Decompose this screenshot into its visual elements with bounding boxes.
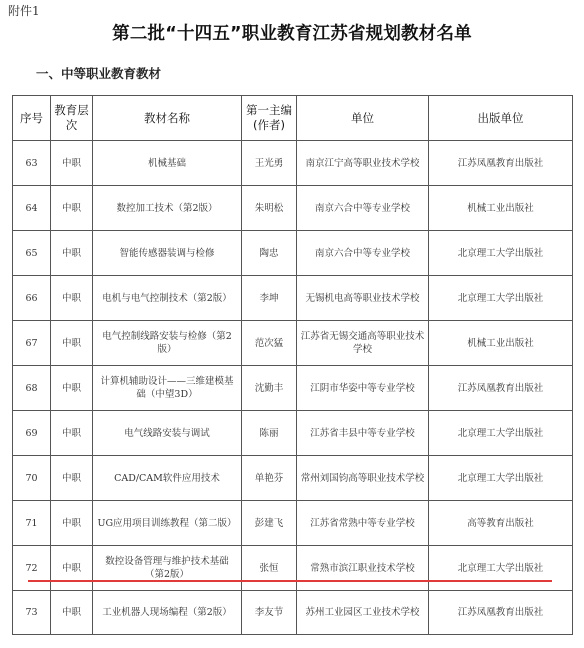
table-row [13, 276, 573, 321]
cell-publisher: 北京理工大学出版社 [429, 276, 573, 321]
cell-seq: 64 [13, 186, 51, 231]
table-row [13, 366, 573, 411]
cell-editor: 朱明松 [242, 186, 297, 231]
cell-publisher: 北京理工大学出版社 [429, 231, 573, 276]
cell-unit: 江阴市华姿中等专业学校 [297, 366, 429, 411]
cell-unit: 苏州工业园区工业技术学校 [297, 591, 429, 635]
cell-publisher: 江苏凤凰教育出版社 [429, 366, 573, 411]
cell-unit: 江苏省无锡交通高等职业技术学校 [297, 321, 429, 366]
table-row [13, 456, 573, 501]
cell-unit: 江苏省常熟中等专业学校 [297, 501, 429, 546]
cell-level: 中职 [51, 276, 93, 321]
table-header-row [13, 96, 573, 141]
table-row [13, 501, 573, 546]
cell-seq: 63 [13, 141, 51, 186]
cell-editor: 王光勇 [242, 141, 297, 186]
cell-level: 中职 [51, 501, 93, 546]
cell-name: 工业机器人现场编程（第2版） [93, 591, 242, 635]
table-row [13, 186, 573, 231]
cell-editor: 彭建飞 [242, 501, 297, 546]
cell-unit: 常州刘国钧高等职业技术学校 [297, 456, 429, 501]
cell-editor: 陈丽 [242, 411, 297, 456]
cell-publisher: 江苏凤凰教育出版社 [429, 591, 573, 635]
cell-unit: 无锡机电高等职业技术学校 [297, 276, 429, 321]
cell-name: 数控设备管理与维护技术基础（第2版） [93, 546, 242, 591]
cell-unit: 南京六合中等专业学校 [297, 231, 429, 276]
cell-level: 中职 [51, 546, 93, 591]
header-name: 教材名称 [93, 96, 242, 141]
cell-unit: 常熟市滨江职业技术学校 [297, 546, 429, 591]
cell-name: 电气线路安装与调试 [93, 411, 242, 456]
cell-level: 中职 [51, 456, 93, 501]
cell-name: 电机与电气控制技术（第2版） [93, 276, 242, 321]
document-title: 第二批“十四五”职业教育江苏省规划教材名单 [112, 24, 472, 44]
cell-name: 机械基础 [93, 141, 242, 186]
cell-unit: 南京六合中等专业学校 [297, 186, 429, 231]
cell-name: CAD/CAM软件应用技术 [93, 456, 242, 501]
cell-editor: 陶忠 [242, 231, 297, 276]
cell-seq: 73 [13, 591, 51, 635]
red-underline-highlight [28, 580, 552, 582]
table-row [13, 141, 573, 186]
header-level: 教育层次 [51, 96, 93, 141]
cell-unit: 江苏省丰县中等专业学校 [297, 411, 429, 456]
cell-publisher: 北京理工大学出版社 [429, 546, 573, 591]
table-row [13, 591, 573, 635]
cell-name: 智能传感器装调与检修 [93, 231, 242, 276]
attachment-label: 附件1 [8, 4, 40, 18]
cell-seq: 65 [13, 231, 51, 276]
cell-publisher: 北京理工大学出版社 [429, 411, 573, 456]
cell-seq: 66 [13, 276, 51, 321]
cell-level: 中职 [51, 321, 93, 366]
cell-name: 数控加工技术（第2版） [93, 186, 242, 231]
cell-editor: 李坤 [242, 276, 297, 321]
cell-publisher: 高等教育出版社 [429, 501, 573, 546]
cell-name: 计算机辅助设计——三维建模基础（中望3D） [93, 366, 242, 411]
cell-level: 中职 [51, 591, 93, 635]
cell-editor: 张恒 [242, 546, 297, 591]
cell-level: 中职 [51, 411, 93, 456]
cell-seq: 72 [13, 546, 51, 591]
cell-seq: 69 [13, 411, 51, 456]
header-unit: 单位 [297, 96, 429, 141]
table-row [13, 231, 573, 276]
cell-publisher: 江苏凤凰教育出版社 [429, 141, 573, 186]
cell-publisher: 机械工业出版社 [429, 186, 573, 231]
cell-name: 电气控制线路安装与检修（第2版） [93, 321, 242, 366]
cell-publisher: 北京理工大学出版社 [429, 456, 573, 501]
table-row-highlighted [13, 546, 573, 591]
header-seq: 序号 [13, 96, 51, 141]
table-row [13, 411, 573, 456]
cell-level: 中职 [51, 366, 93, 411]
header-publisher: 出版单位 [429, 96, 573, 141]
cell-level: 中职 [51, 231, 93, 276]
cell-editor: 李友节 [242, 591, 297, 635]
cell-name: UG应用项目训练教程（第二版） [93, 501, 242, 546]
textbook-table [12, 95, 573, 635]
cell-editor: 沈勤丰 [242, 366, 297, 411]
cell-level: 中职 [51, 141, 93, 186]
cell-editor: 单艳芬 [242, 456, 297, 501]
cell-seq: 70 [13, 456, 51, 501]
cell-unit: 南京江宁高等职业技术学校 [297, 141, 429, 186]
cell-editor: 范次猛 [242, 321, 297, 366]
header-editor: 第一主编(作者) [242, 96, 297, 141]
section-heading: 一、中等职业教育教材 [36, 66, 162, 81]
cell-publisher: 机械工业出版社 [429, 321, 573, 366]
table-row [13, 321, 573, 366]
cell-seq: 68 [13, 366, 51, 411]
cell-level: 中职 [51, 186, 93, 231]
cell-seq: 67 [13, 321, 51, 366]
cell-seq: 71 [13, 501, 51, 546]
